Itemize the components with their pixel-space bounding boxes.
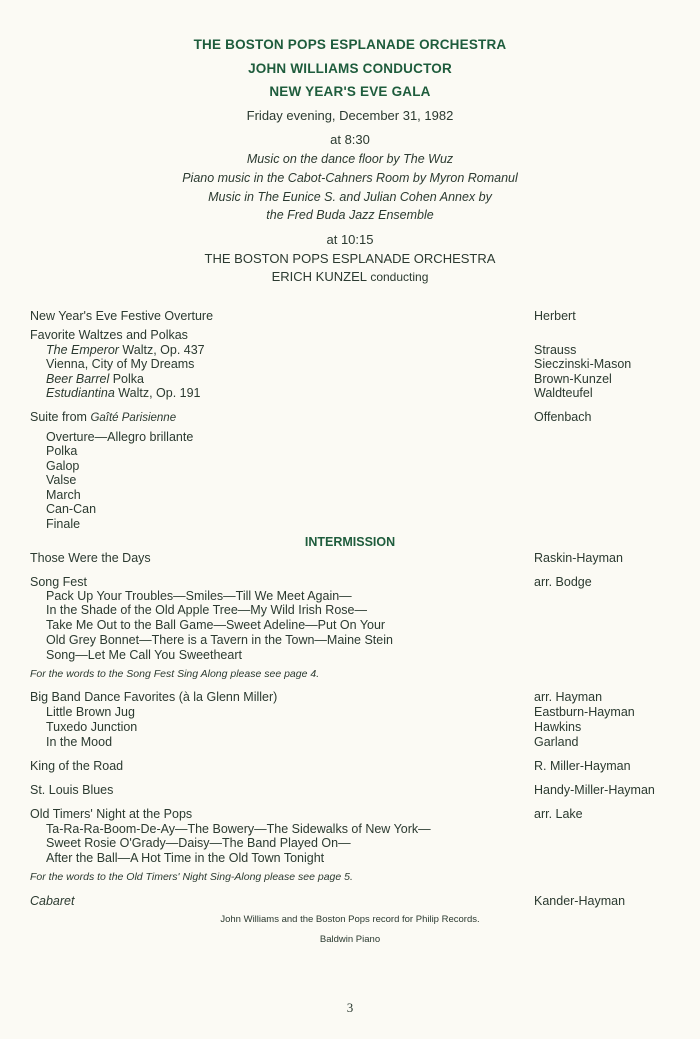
bigband-title: Big Band Dance Favorites (à la Glenn Miller) [30, 690, 278, 704]
header-conductor-2 [0, 269, 700, 284]
page-number: 3 [346, 1000, 354, 1015]
stlouis-composer: Handy-Miller-Hayman [534, 783, 655, 797]
waltz-item: Vienna, City of My Dreams [46, 357, 195, 371]
waltz-item: Beer Barrel Polka [46, 372, 144, 386]
header-orchestra: THE BOSTON POPS ESPLANADE ORCHESTRA [193, 37, 507, 52]
bigband-composer: arr. Hayman [534, 690, 603, 704]
waltz-item: Estudiantina Waltz, Op. 191 [46, 386, 201, 400]
bigband-item: In the Mood [46, 735, 113, 749]
suite-movement: Polka [46, 444, 78, 458]
music-line-2: Piano music in the Cabot-Cahners Room by Myron Romanul [182, 171, 518, 185]
oldtimers-composer: arr. Lake [534, 807, 583, 821]
oldtimers-line: Sweet Rosie O'Grady—Daisy—The Band Played On— [46, 836, 351, 850]
waltzes-title: Favorite Waltzes and Polkas [30, 328, 188, 342]
bigband-item-composer: Eastburn-Hayman [534, 705, 635, 719]
days-title: Those Were the Days [30, 551, 151, 565]
conductor-role: conducting [366, 270, 429, 284]
suite-movement: March [46, 488, 81, 502]
records-note: John Williams and the Boston Pops record for Philip Records. [220, 914, 480, 925]
suite-movement: Galop [46, 459, 80, 473]
intermission-heading: INTERMISSION [304, 535, 396, 549]
header-time-1: at 8:30 [330, 132, 370, 147]
waltz-composer: Brown-Kunzel [534, 372, 612, 386]
oldtimers-line: Ta-Ra-Ra-Boom-De-Ay—The Bowery—The Sidewalks of New York— [46, 822, 431, 836]
songfest-composer: arr. Bodge [534, 575, 592, 589]
suite-composer: Offenbach [534, 410, 592, 424]
header-event: NEW YEAR'S EVE GALA [269, 84, 431, 99]
songfest-title: Song Fest [30, 575, 87, 589]
overture-composer: Herbert [534, 309, 576, 323]
waltz-composer: Sieczinski-Mason [534, 357, 632, 371]
header-date: Friday evening, December 31, 1982 [246, 108, 454, 123]
music-line-3: Music in The Eunice S. and Julian Cohen Annex by [208, 190, 492, 204]
bigband-item: Little Brown Jug [46, 705, 135, 719]
stlouis-title: St. Louis Blues [30, 783, 114, 797]
music-line-4: the Fred Buda Jazz Ensemble [266, 208, 434, 222]
music-line-1: Music on the dance floor by The Wuz [246, 152, 454, 166]
waltz-composer: Strauss [534, 343, 577, 357]
cabaret-title: Cabaret [30, 894, 75, 908]
suite-movement: Valse [46, 473, 77, 487]
days-composer: Raskin-Hayman [534, 551, 623, 565]
songfest-line: Take Me Out to the Ball Game—Sweet Adeline—Put On Your [46, 618, 386, 632]
suite-title: Suite from Gaîté Parisienne [30, 410, 177, 424]
header-conductor: JOHN WILLIAMS CONDUCTOR [248, 61, 452, 76]
songfest-note: For the words to the Song Fest Sing Along please see page 4. [30, 668, 320, 680]
king-title: King of the Road [30, 759, 124, 773]
king-composer: R. Miller-Hayman [534, 759, 631, 773]
songfest-line: Pack Up Your Troubles—Smiles—Till We Meet Again— [46, 589, 352, 603]
songfest-line: Old Grey Bonnet—There is a Tavern in the Town—Maine Stein [46, 633, 393, 647]
bigband-item: Tuxedo Junction [46, 720, 138, 734]
conductor-name: ERICH KUNZEL [271, 269, 367, 284]
header-orchestra-2: THE BOSTON POPS ESPLANADE ORCHESTRA [204, 251, 496, 266]
suite-movement: Overture—Allegro brillante [46, 430, 194, 444]
overture-title: New Year's Eve Festive Overture [30, 309, 214, 323]
bigband-item-composer: Garland [534, 735, 579, 749]
oldtimers-title: Old Timers' Night at the Pops [30, 807, 193, 821]
cabaret-composer: Kander-Hayman [534, 894, 626, 908]
oldtimers-line: After the Ball—A Hot Time in the Old Town Tonight [46, 851, 325, 865]
suite-movement: Finale [46, 517, 81, 531]
oldtimers-note: For the words to the Old Timers' Night Sing-Along please see page 5. [30, 871, 353, 883]
header-time-2: at 10:15 [326, 232, 374, 247]
bigband-item-composer: Hawkins [534, 720, 582, 734]
songfest-line: Song—Let Me Call You Sweetheart [46, 648, 242, 662]
waltz-composer: Waldteufel [534, 386, 593, 400]
songfest-line: In the Shade of the Old Apple Tree—My Wild Irish Rose— [46, 603, 367, 617]
piano-note: Baldwin Piano [319, 934, 381, 945]
waltz-item: The Emperor Waltz, Op. 437 [46, 343, 205, 357]
suite-movement: Can-Can [46, 502, 97, 516]
